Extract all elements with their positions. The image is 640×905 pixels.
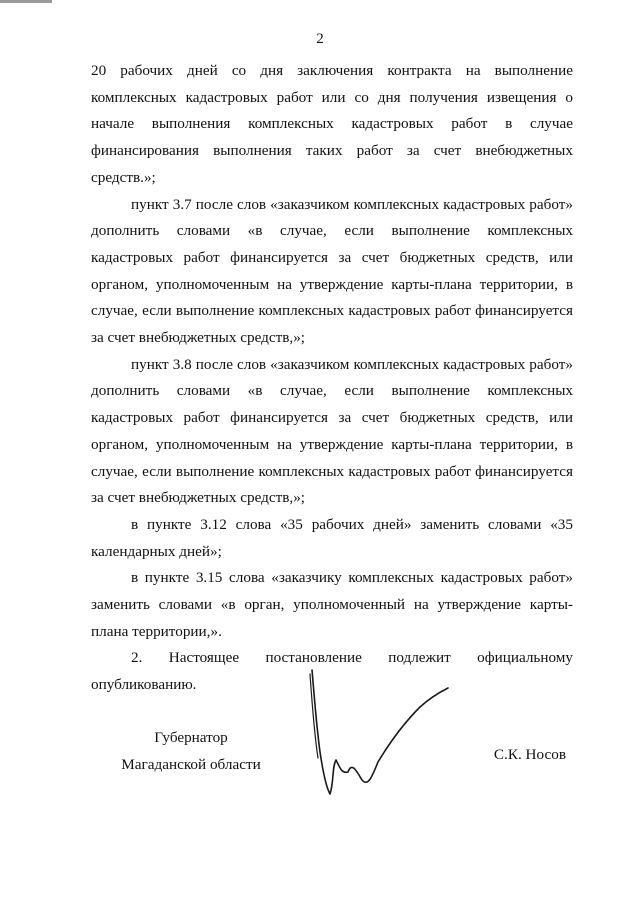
handwritten-signature xyxy=(290,662,460,802)
document-body xyxy=(91,58,573,699)
paragraph-continuation: 20 рабочих дней со дня заключения контракта на выполнение комплексных кадастровых работ или со дня получения извещения о начале выполнения комплексных кадастровых работ в случае финансирования выполнения таких работ за счет внебюджетных средств.»; xyxy=(91,62,573,186)
paragraph-item-3-7: пункт 3.7 после слов «заказчиком комплексных кадастровых работ» дополнить словами «в случае, если выполнение комплексных кадастровых работ финансируется за счет бюджетных средств, или органом, уполномоченным на утверждение карты-плана территории, в случае, если выполнение комплексных кадастровых работ финансируется за счет внебюджетных средств,»; xyxy=(91,195,573,347)
signatory-title-line1: Губернатор xyxy=(154,729,228,746)
signatory-title-line2: Магаданской области xyxy=(121,755,261,773)
paragraph-publication: 2. Настоящее постановление подлежит официальному опубликованию. xyxy=(91,649,573,694)
page-number: 2 xyxy=(316,31,324,47)
paragraph-item-3-8: пункт 3.8 после слов «заказчиком комплексных кадастровых работ» дополнить словами «в случае, если выполнение комплексных кадастровых работ финансируется за счет бюджетных средств, или органом, уполномоченным на утверждение карты-плана территории, в случае, если выполнение комплексных кадастровых работ финансируется за счет внебюджетных средств,»; xyxy=(91,355,573,507)
paragraph-item-3-12: в пункте 3.12 слова «35 рабочих дней» заменить словами «35 календарных дней»; xyxy=(91,515,573,560)
signatory-name: С.К. Носов xyxy=(493,746,566,763)
paragraph-item-3-15: в пункте 3.15 слова «заказчику комплексных кадастровых работ» заменить словами «в орган, уполномоченный на утверждение карты-плана территории,». xyxy=(91,569,573,640)
signatory-title xyxy=(91,725,291,778)
scan-corner-mark xyxy=(0,0,52,3)
